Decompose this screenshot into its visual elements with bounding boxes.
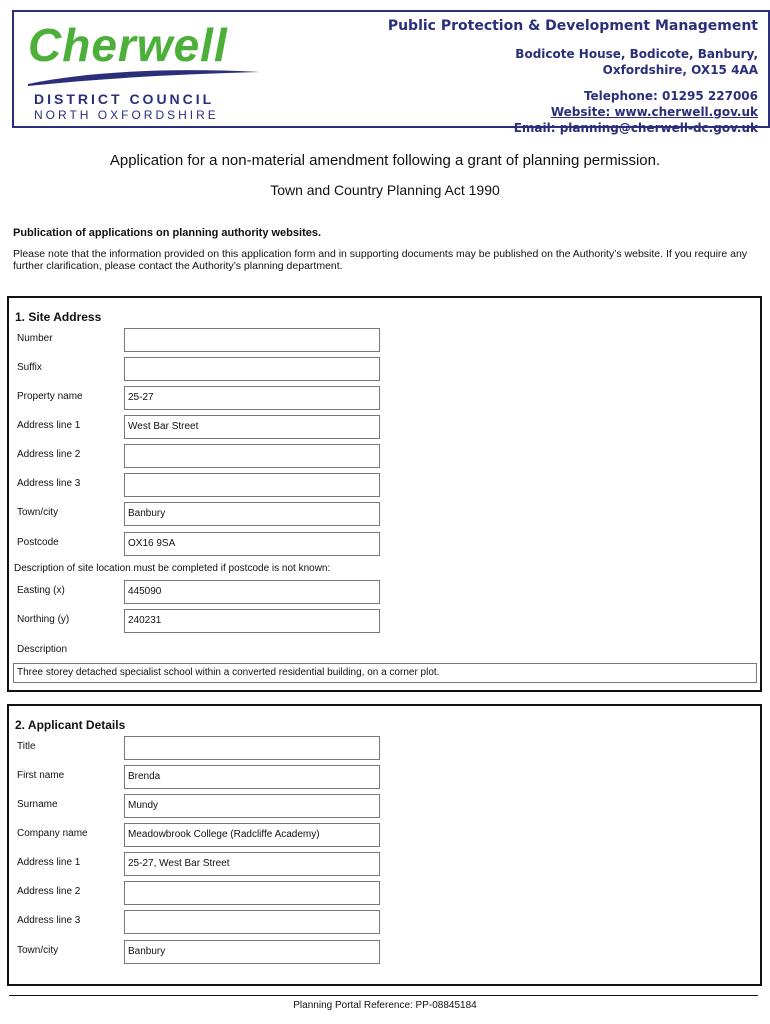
first-name-label: First name [17, 770, 65, 781]
address-line-1-label: Address line 1 [17, 420, 81, 431]
easting-field[interactable]: 445090 [124, 580, 380, 604]
publication-heading: Publication of applications on planning authority websites. [13, 227, 322, 239]
surname-label: Surname [17, 799, 58, 810]
address-line-3-field[interactable] [124, 473, 380, 497]
applicant-details-section [7, 704, 762, 986]
first-name-field[interactable]: Brenda [124, 765, 380, 789]
number-field[interactable] [124, 328, 380, 352]
applicant-address-line-3-label: Address line 3 [17, 915, 81, 926]
council-name: DISTRICT COUNCIL [34, 91, 215, 107]
cherwell-logo: Cherwell [28, 19, 228, 71]
title-label: Title [17, 741, 36, 752]
applicant-address-line-1-field[interactable]: 25-27, West Bar Street [124, 852, 380, 876]
address-line-3-label: Address line 3 [17, 478, 81, 489]
suffix-label: Suffix [17, 362, 42, 373]
letterhead [12, 10, 770, 135]
number-label: Number [17, 333, 53, 344]
company-name-field[interactable]: Meadowbrook College (Radcliffe Academy) [124, 823, 380, 847]
location-note: Description of site location must be completed if postcode is not known: [14, 563, 331, 574]
department-name: Public Protection & Development Management [387, 18, 758, 34]
telephone: Telephone: 01295 227006 [583, 89, 758, 103]
company-name-label: Company name [17, 828, 88, 839]
council-region: NORTH OXFORDSHIRE [34, 108, 219, 122]
contact-block [388, 16, 758, 136]
property-name-field[interactable]: 25-27 [124, 386, 380, 410]
easting-label: Easting (x) [17, 585, 65, 596]
publication-text: Please note that the information provided on this application form and in supporting documents may be published on the Authority’s website. If you require any further clarification, please contact the Authority’s planning department. [13, 248, 748, 272]
description-field[interactable]: Three storey detached specialist school within a converted residential building, on a corner plot. [13, 663, 757, 683]
website-link[interactable]: Website: www.cherwell.gov.uk [550, 105, 758, 119]
property-name-label: Property name [17, 391, 83, 402]
suffix-field[interactable] [124, 357, 380, 381]
section-title: 2. Applicant Details [15, 718, 126, 732]
portal-reference: Planning Portal Reference: PP-08845184 [293, 1000, 477, 1011]
description-label: Description [17, 644, 68, 655]
applicant-address-line-3-field[interactable] [124, 910, 380, 934]
applicant-address-line-2-label: Address line 2 [17, 886, 81, 897]
footer-divider [9, 995, 758, 996]
applicant-town-city-field[interactable]: Banbury [124, 940, 380, 964]
postcode-field[interactable]: OX16 9SA [124, 532, 380, 556]
applicant-address-line-2-field[interactable] [124, 881, 380, 905]
title-field[interactable] [124, 736, 380, 760]
address-line-2: Oxfordshire, OX15 4AA [602, 63, 758, 77]
email-link[interactable]: Email: planning@cherwell-dc.gov.uk [513, 121, 758, 135]
postcode-label: Postcode [17, 537, 59, 548]
applicant-town-city-label: Town/city [17, 945, 59, 956]
form-act: Town and Country Planning Act 1990 [270, 182, 500, 198]
address-line-2-field[interactable] [124, 444, 380, 468]
form-title: Application for a non-material amendment following a grant of planning permission. [109, 152, 661, 169]
northing-field[interactable]: 240231 [124, 609, 380, 633]
address-line-1-field[interactable]: West Bar Street [124, 415, 380, 439]
applicant-address-line-1-label: Address line 1 [17, 857, 81, 868]
address-line-2-label: Address line 2 [17, 449, 81, 460]
section-title: 1. Site Address [15, 310, 102, 324]
northing-label: Northing (y) [17, 614, 70, 625]
town-city-label: Town/city [17, 507, 59, 518]
logo-swoosh-icon [24, 66, 264, 88]
address-line-1: Bodicote House, Bodicote, Banbury, [515, 47, 758, 61]
surname-field[interactable]: Mundy [124, 794, 380, 818]
site-address-section [7, 296, 762, 692]
town-city-field[interactable]: Banbury [124, 502, 380, 526]
